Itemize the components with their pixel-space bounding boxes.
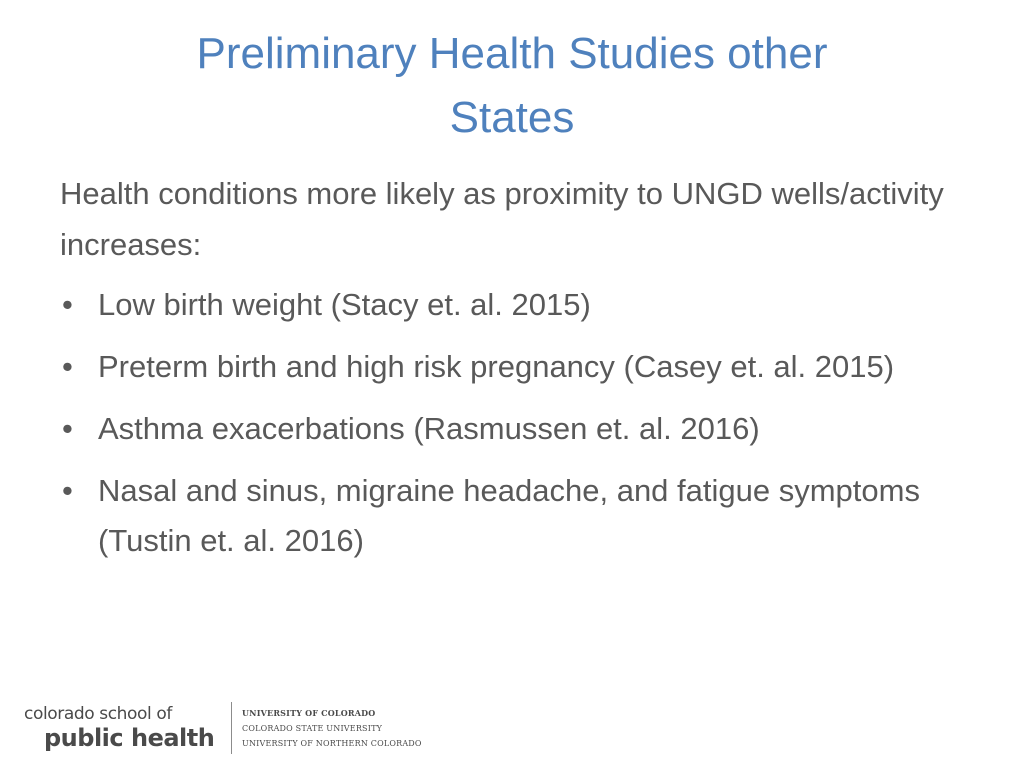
bullet-item <box>60 466 960 566</box>
partner-university: COLORADO STATE UNIVERSITY <box>242 724 383 733</box>
bullet-icon: • <box>62 411 73 446</box>
bullet-text: Nasal and sinus, migraine headache, and fatigue symptoms (Tustin et. al. 2016) <box>98 473 920 558</box>
bullet-icon: • <box>62 473 73 508</box>
bullet-text: Low birth weight (Stacy et. al. 2015) <box>98 287 591 322</box>
partner-university: UNIVERSITY OF COLORADO <box>242 708 376 718</box>
partner-universities <box>242 706 422 751</box>
intro-text: Health conditions more likely as proximity to UNGD wells/activity increases: <box>60 176 944 262</box>
slide-body <box>60 168 960 578</box>
bullet-item <box>60 342 960 392</box>
bullet-text: Asthma exacerbations (Rasmussen et. al. 2016) <box>98 411 760 446</box>
bullet-item <box>60 280 960 330</box>
slide-title-line-1: Preliminary Health Studies other <box>196 29 828 78</box>
bullet-item <box>60 404 960 454</box>
bullet-text: Preterm birth and high risk pregnancy (Casey et. al. 2015) <box>98 349 895 384</box>
slide-title-line-2: States <box>449 93 575 142</box>
footer-logo-bar <box>24 700 444 758</box>
bullet-icon: • <box>62 287 73 322</box>
school-logo-line-2: public health <box>44 724 215 752</box>
bullet-icon: • <box>62 349 73 384</box>
footer-divider <box>231 702 232 754</box>
partner-university: UNIVERSITY OF NORTHERN COLORADO <box>242 739 422 748</box>
slide-title <box>60 22 964 150</box>
school-logo-line-1: colorado school of <box>24 704 172 724</box>
bullet-list <box>60 280 960 566</box>
school-logo <box>24 704 224 752</box>
